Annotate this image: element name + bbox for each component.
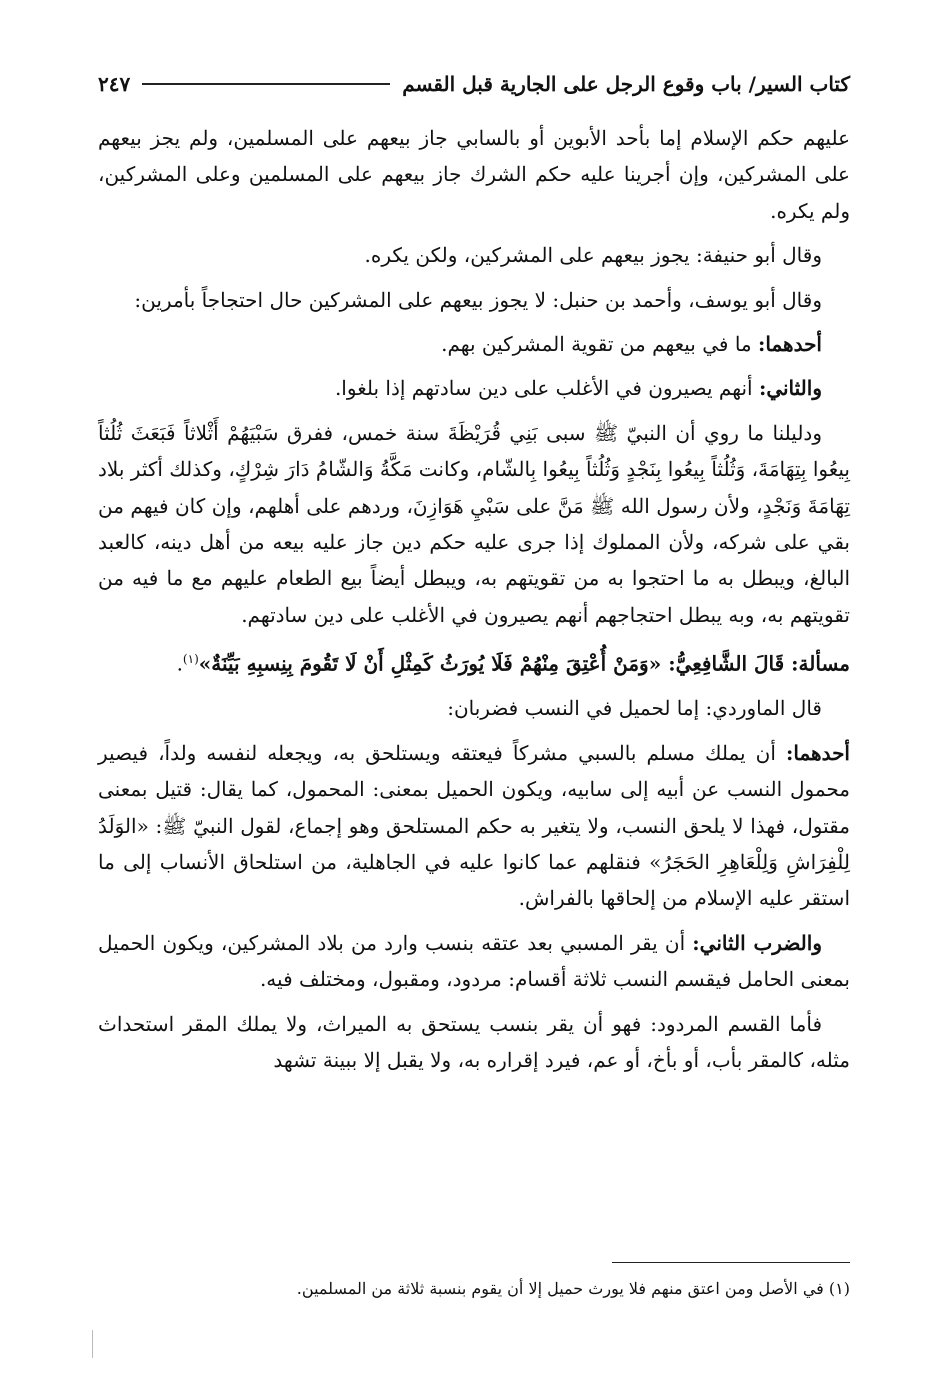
scan-mark <box>92 1330 93 1358</box>
paragraph-lead: أحدهما: <box>785 740 850 765</box>
paragraph: وقال أبو يوسف، وأحمد بن حنبل: لا يجوز بيعهم على المشركين حال احتجاجاً بأمرين: <box>134 287 822 312</box>
paragraph-text: ما في بيعهم من تقوية المشركين بهم. <box>441 332 758 357</box>
paragraph-text: أنهم يصيرون في الأغلب على دين سادتهم إذا بلغوا. <box>334 376 759 401</box>
paragraph-lead: والثاني: <box>758 376 822 401</box>
page-number: ٢٤٧ <box>98 72 131 96</box>
paragraph-text: أن يقر المسبي بعد عتقه بنسب وارد من بلاد المشركين، ويكون الحميل بمعنى الحامل فيقسم النسب ثلاثة أقسام: مردود، ومقبول، ومختلف فيه. <box>98 930 850 992</box>
paragraph: قال الماوردي: إما لحميل في النسب فضربان: <box>447 696 822 721</box>
paragraph-lead: أحدهما: <box>757 332 822 357</box>
paragraph-end: . <box>176 651 183 676</box>
paragraph: فأما القسم المردود: فهو أن يقر بنسب يستحق به الميراث، ولا يملك المقر استحداث مثله، كالمقر بأب، أو بأخ، أو عم، فيرد إقراره به، ولا يقبل إلا ببينة تشهد <box>98 1011 850 1072</box>
header-divider <box>142 83 390 85</box>
paragraph-lead: مسألة: قَالَ الشَّافِعِيُّ: <box>668 651 850 676</box>
mas-ala-paragraph <box>98 641 850 682</box>
page-header <box>98 66 850 102</box>
footnote-ref: (١) <box>182 652 199 667</box>
paragraph: وقال أبو حنيفة: يجوز بيعهم على المشركين، ولكن يكره. <box>364 243 822 268</box>
running-title: كتاب السير/ باب وقوع الرجل على الجارية قبل القسم <box>402 72 850 96</box>
main-text <box>98 120 850 1086</box>
paragraph: ودليلنا ما روي أن النبيّ ﷺ سبى بَنِي قُرَيْظَةَ سنة خمس، ففرق سَبْيَهُمْ أَثْلاثاً فَبَعَثَ ثُلُثاً بِيعُوا بِتِهَامَةَ، وَثُلُثاً بِيعُوا بِنَجْدٍ وَثُلُثاً بِيعُوا بِالشّام، وكانت مَكَّةُ وَالشّامُ دَارَ شِرْكٍ، وكذلك أكثر بلاد تِهَامَةَ وَنَجْدٍ، ولأن رسول الله ﷺ مَنَّ على سَبْيِ هَوَازِنَ، وردهم على أهلهم، وإن كان فيهم من بقي على شركه، ولأن المملوك إذا جرى عليه حكم دين جاز عليه بيعه من أهل دينه، كالعبد البالغ، ويبطل به ما احتجوا به من تقويتهم به، ويبطل أيضاً بيع الطعام عليهم مع ما فيه من تقويتهم به، وبه يبطل احتجاجهم أنهم يصيرون في الأغلب على دين سادتهم. <box>98 420 850 627</box>
quoted-text: «وَمَنْ أُعْتِقَ مِنْهُمْ فَلَا يُورَثُ كَمِثْلِ أَنْ لَا تَقُومَ بِنِسبِهِ بَيِّنَةٌ» <box>198 651 669 676</box>
paragraph: عليهم حكم الإسلام إما بأحد الأبوين أو بالسابي جاز بيعهم على المسلمين، ولم يجز بيعهم على المشركين، وإن أجرينا عليه حكم الشرك جاز بيعهم على المسلمين وعلى المشركين، ولم يكره. <box>98 126 850 223</box>
paragraph <box>98 326 850 362</box>
footnote <box>98 1274 850 1304</box>
paragraph-text: أن يملك مسلم بالسبي مشركاً فيعتقه ويستلحق به، ويجعله لنفسه ولداً، فيصير محمول النسب عن أبيه إلى سابيه، ويكون الحميل بمعنى: المحمول، كما يقال: قتيل بمعنى مقتول، فهذا لا يلحق النسب، ولا يتغير به حكم المستلحق وهو إجماع، لقول النبيّ ﷺ: «الوَلَدُ لِلْفِرَاشِ وَلِلْعَاهِرِ الحَجَرُ» فنقلهم عما كانوا عليه في الجاهلية، من استلحاق الأنساب إلى ما استقر عليه الإسلام من إلحاقها بالفراش. <box>98 740 850 911</box>
footnote-divider <box>612 1262 850 1263</box>
paragraph <box>98 735 850 917</box>
footnote-number: (١) <box>828 1279 850 1298</box>
paragraph <box>98 925 850 998</box>
paragraph <box>98 370 850 406</box>
footnote-text: في الأصل ومن اعتق منهم فلا يورث حميل إلا أن يقوم بنسبة ثلاثة من المسلمين. <box>296 1279 829 1298</box>
paragraph-lead: والضرب الثاني: <box>692 930 822 955</box>
